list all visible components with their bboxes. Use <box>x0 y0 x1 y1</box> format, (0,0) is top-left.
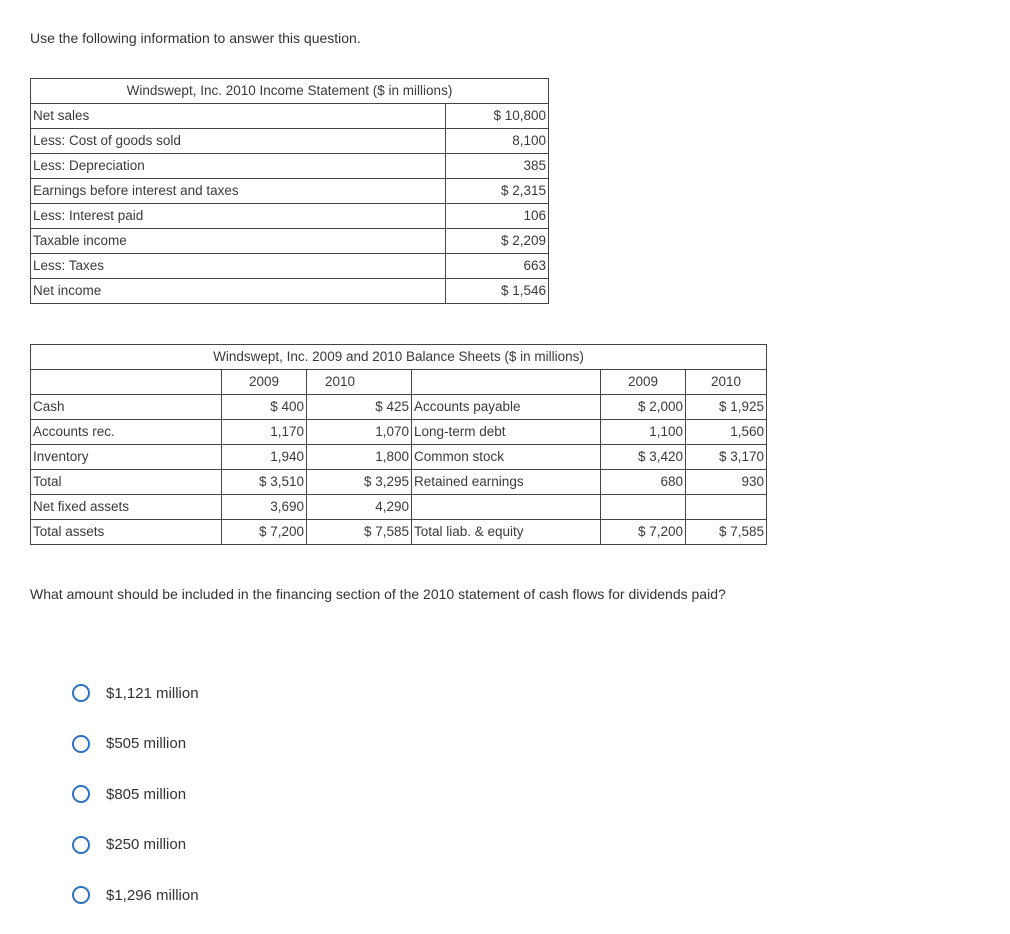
table-row <box>31 495 767 520</box>
asset-2009-value: 1,940 <box>222 445 307 470</box>
liability-2009-value: 1,100 <box>601 420 686 445</box>
asset-2010-value: 1,800 <box>307 445 412 470</box>
answer-option-label[interactable]: $505 million <box>106 735 187 753</box>
table-row <box>31 179 549 204</box>
liability-2009-value: $ 7,200 <box>601 520 686 545</box>
balance-header-row <box>31 370 767 395</box>
income-row-label: Taxable income <box>31 229 446 254</box>
asset-label: Total <box>31 470 222 495</box>
intro-text: Use the following information to answer this question. <box>30 30 361 46</box>
income-row-label: Less: Cost of goods sold <box>31 129 446 154</box>
table-row <box>31 254 549 279</box>
answer-option[interactable] <box>72 769 199 820</box>
liability-2010-value: $ 1,925 <box>686 395 767 420</box>
income-row-label: Less: Depreciation <box>31 154 446 179</box>
asset-label: Total assets <box>31 520 222 545</box>
radio-button-icon[interactable] <box>72 886 90 904</box>
radio-button-icon[interactable] <box>72 785 90 803</box>
table-row <box>31 520 767 545</box>
asset-label: Inventory <box>31 445 222 470</box>
answer-option[interactable] <box>72 719 199 770</box>
answer-option-label[interactable]: $805 million <box>106 785 187 803</box>
liability-label: Accounts payable <box>412 395 601 420</box>
income-row-label: Less: Taxes <box>31 254 446 279</box>
liability-2010-value <box>686 495 767 520</box>
liability-label: Common stock <box>412 445 601 470</box>
header-year-2010: 2010 <box>307 370 412 395</box>
header-year-2010: 2010 <box>686 370 767 395</box>
header-year-2009: 2009 <box>222 370 307 395</box>
balance-sheet-title: Windswept, Inc. 2009 and 2010 Balance Sheets ($ in millions) <box>31 345 767 370</box>
table-row <box>31 104 549 129</box>
liability-2009-value: $ 2,000 <box>601 395 686 420</box>
asset-2010-value: $ 425 <box>307 395 412 420</box>
income-row-value: $ 2,315 <box>446 179 549 204</box>
answer-option[interactable] <box>72 668 199 719</box>
question-text: What amount should be included in the financing section of the 2010 statement of cash flows for dividends paid? <box>30 586 726 602</box>
answer-option-label[interactable]: $1,121 million <box>106 684 199 702</box>
asset-2009-value: 1,170 <box>222 420 307 445</box>
answer-option-label[interactable]: $250 million <box>106 836 187 854</box>
asset-2010-value: 1,070 <box>307 420 412 445</box>
answer-options <box>72 668 199 921</box>
radio-button-icon[interactable] <box>72 836 90 854</box>
liability-2010-value: 930 <box>686 470 767 495</box>
table-row <box>31 279 549 304</box>
income-row-label: Net sales <box>31 104 446 129</box>
income-statement-title: Windswept, Inc. 2010 Income Statement ($ in millions) <box>31 79 549 104</box>
liability-label: Total liab. & equity <box>412 520 601 545</box>
income-statement-table <box>30 78 549 304</box>
answer-option-label[interactable]: $1,296 million <box>106 886 199 904</box>
table-row <box>31 204 549 229</box>
table-row <box>31 470 767 495</box>
income-row-value: $ 2,209 <box>446 229 549 254</box>
liability-label: Retained earnings <box>412 470 601 495</box>
asset-2009-value: $ 3,510 <box>222 470 307 495</box>
table-row <box>31 395 767 420</box>
header-empty-cell <box>412 370 601 395</box>
liability-label <box>412 495 601 520</box>
liability-2009-value: $ 3,420 <box>601 445 686 470</box>
liability-2010-value: 1,560 <box>686 420 767 445</box>
radio-button-icon[interactable] <box>72 735 90 753</box>
income-row-value: 106 <box>446 204 549 229</box>
table-row <box>31 229 549 254</box>
asset-label: Accounts rec. <box>31 420 222 445</box>
asset-label: Cash <box>31 395 222 420</box>
liability-2009-value <box>601 495 686 520</box>
liability-2010-value: $ 7,585 <box>686 520 767 545</box>
income-row-value: 385 <box>446 154 549 179</box>
balance-sheet-table <box>30 344 767 545</box>
income-row-value: $ 1,546 <box>446 279 549 304</box>
asset-2010-value: 4,290 <box>307 495 412 520</box>
income-row-value: 8,100 <box>446 129 549 154</box>
income-row-label: Earnings before interest and taxes <box>31 179 446 204</box>
asset-2009-value: $ 400 <box>222 395 307 420</box>
asset-2009-value: $ 7,200 <box>222 520 307 545</box>
answer-option[interactable] <box>72 820 199 871</box>
liability-label: Long-term debt <box>412 420 601 445</box>
liability-2010-value: $ 3,170 <box>686 445 767 470</box>
asset-2009-value: 3,690 <box>222 495 307 520</box>
liability-2009-value: 680 <box>601 470 686 495</box>
income-row-value: 663 <box>446 254 549 279</box>
income-row-value: $ 10,800 <box>446 104 549 129</box>
asset-2010-value: $ 3,295 <box>307 470 412 495</box>
table-row <box>31 445 767 470</box>
asset-label: Net fixed assets <box>31 495 222 520</box>
radio-button-icon[interactable] <box>72 684 90 702</box>
table-row <box>31 420 767 445</box>
header-empty-cell <box>31 370 222 395</box>
table-row <box>31 129 549 154</box>
income-row-label: Net income <box>31 279 446 304</box>
header-year-2009: 2009 <box>601 370 686 395</box>
asset-2010-value: $ 7,585 <box>307 520 412 545</box>
answer-option[interactable] <box>72 870 199 921</box>
table-row <box>31 154 549 179</box>
income-row-label: Less: Interest paid <box>31 204 446 229</box>
